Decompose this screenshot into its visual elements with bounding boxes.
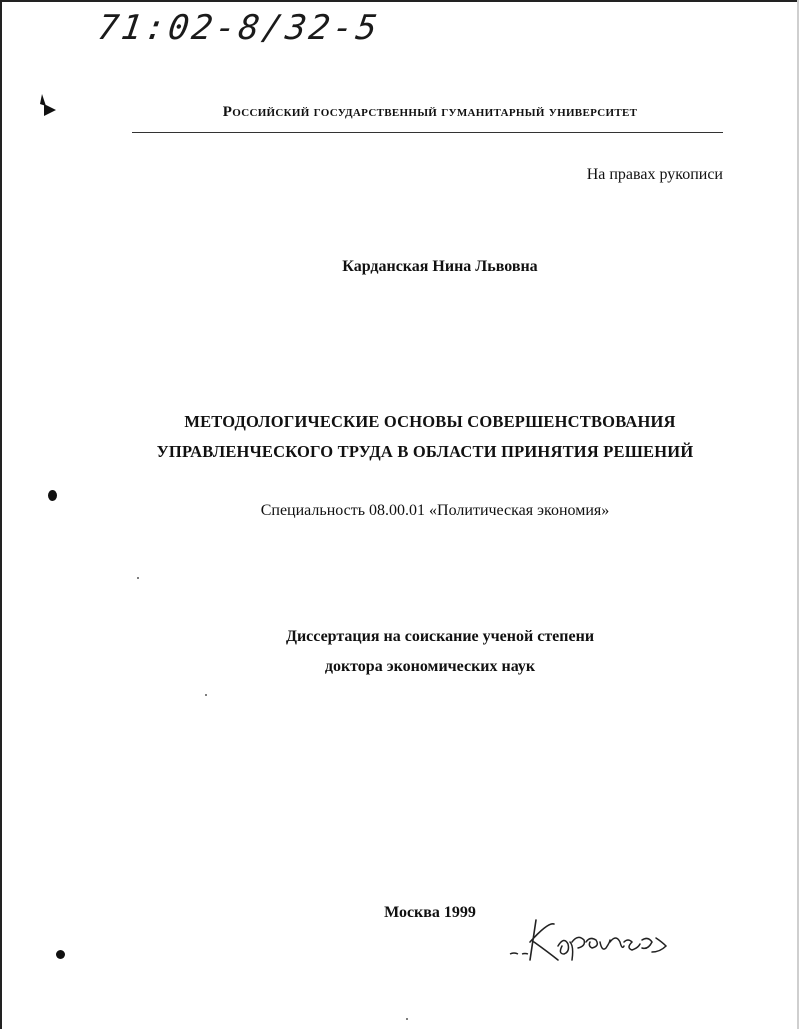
specialty-line: Специальность 08.00.01 «Политическая экономия»	[260, 502, 610, 519]
scan-speck	[137, 577, 139, 579]
handwritten-call-number: 71:02-8/32-5	[95, 8, 383, 48]
university-name: Российский государственный гуманитарный университет	[222, 104, 638, 120]
scan-speck	[48, 490, 57, 501]
scan-speck	[56, 950, 65, 959]
binding-arrow-icon	[38, 92, 68, 122]
degree-line-1: Диссертация на соискание ученой степени	[285, 628, 595, 645]
dissertation-title-line-2: УПРАВЛЕНЧЕСКОГО ТРУДА В ОБЛАСТИ ПРИНЯТИЯ РЕШЕНИЙ	[156, 442, 694, 461]
degree-line-2: доктора экономических наук	[324, 658, 536, 675]
author-name: Карданская Нина Львовна	[342, 258, 538, 275]
dissertation-title-line-1: МЕТОДОЛОГИЧЕСКИЕ ОСНОВЫ СОВЕРШЕНСТВОВАНИЯ	[184, 412, 676, 431]
author-signature	[508, 912, 688, 972]
place-and-year: Москва 1999	[384, 904, 476, 921]
manuscript-rights-note: На правах рукописи	[586, 166, 723, 183]
scan-border-top	[0, 0, 799, 2]
header-rule	[132, 132, 723, 133]
scan-border-left	[0, 0, 2, 1029]
scan-speck	[205, 694, 207, 696]
scan-speck	[406, 1018, 408, 1020]
